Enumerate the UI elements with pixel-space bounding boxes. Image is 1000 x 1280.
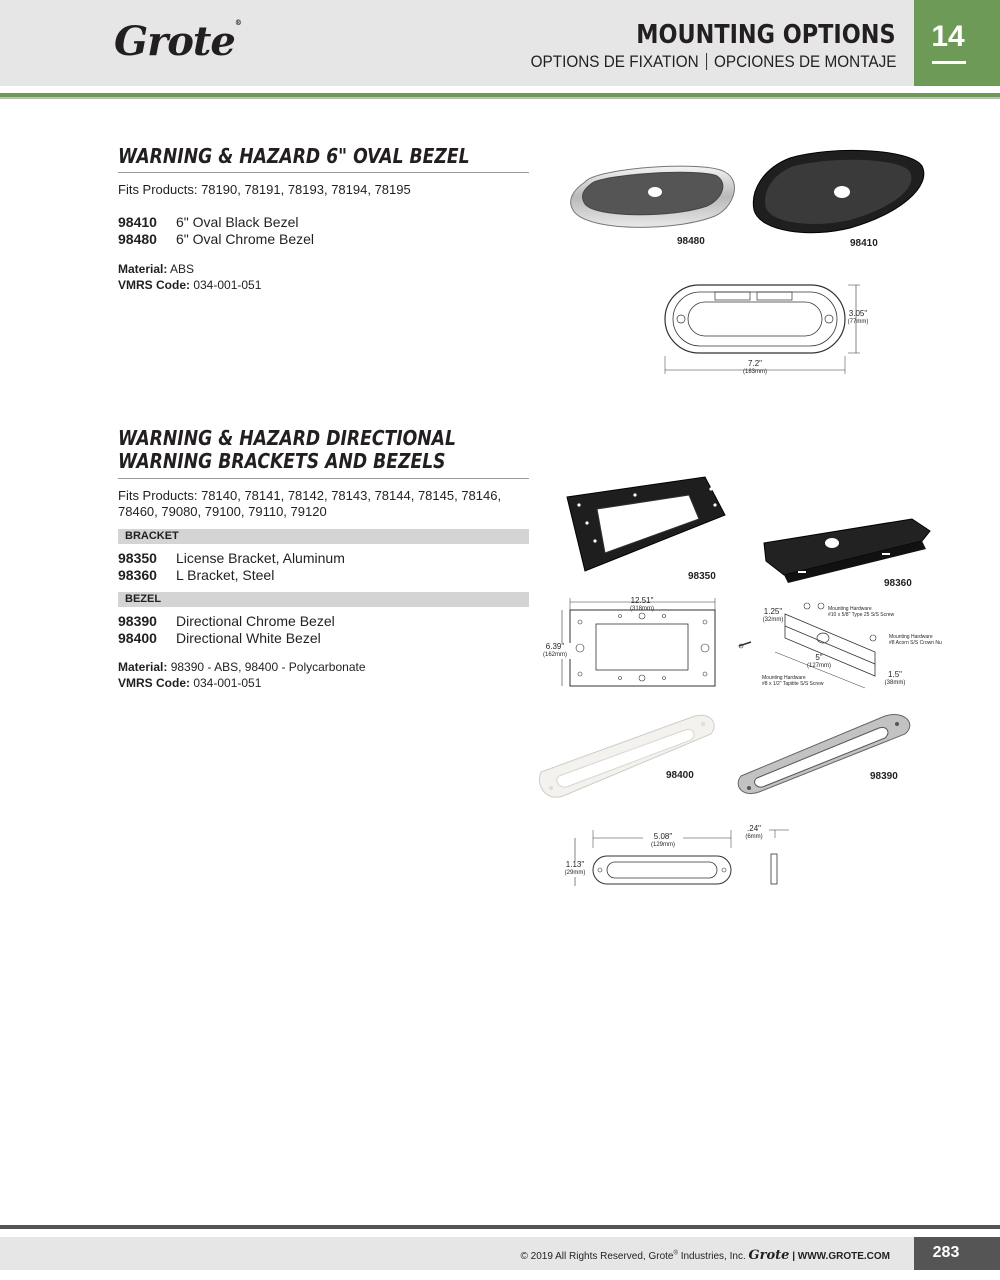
spec-block	[118, 659, 366, 691]
page-footer	[0, 1237, 1000, 1270]
material-line: Material: ABS	[118, 262, 195, 276]
material-line: Material: 98390 - ABS, 98400 - Polycarbonate	[118, 660, 366, 674]
footer-website[interactable]: | WWW.GROTE.COM	[792, 1251, 890, 1262]
section-title-oval-bezel: WARNING & HAZARD 6" OVAL BEZEL	[118, 144, 470, 168]
vmrs-line: VMRS Code: 034-001-051	[118, 676, 262, 690]
dim-oval-height: 3.05" (77mm)	[847, 309, 869, 325]
caption-98350: 98350	[688, 571, 716, 582]
part-row	[118, 613, 335, 630]
page-title: MOUNTING OPTIONS	[636, 20, 896, 50]
dim-bezel-width: 5.08" (129mm)	[643, 833, 683, 849]
caption-98480: 98480	[677, 236, 705, 247]
page-number-tab	[914, 1237, 1000, 1270]
white-directional-bezel-image	[535, 710, 720, 800]
part-number: 98390	[118, 613, 157, 629]
dim-lbracket-b: 5" (127mm)	[806, 653, 831, 669]
part-row	[118, 567, 345, 584]
l-bracket-image	[762, 515, 932, 585]
grote-logo: Grote®	[114, 18, 241, 65]
spec-block	[118, 261, 261, 293]
part-row	[118, 630, 335, 647]
part-description: Directional White Bezel	[176, 630, 321, 646]
subheading-bezel: BEZEL	[118, 592, 529, 607]
footer-logo: Grote	[748, 1248, 790, 1263]
dim-license-height: 6.39" (162mm)	[538, 643, 572, 659]
dim-bezel-depth: .24" (6mm)	[740, 825, 768, 841]
part-number: 98350	[118, 550, 157, 566]
caption-98390: 98390	[870, 771, 898, 782]
section-rule	[118, 172, 529, 173]
tab-underline	[932, 61, 966, 64]
section-title-directional: WARNING & HAZARD DIRECTIONAL WARNING BRACKETS AND BEZELS	[118, 426, 456, 473]
part-number: 98400	[118, 630, 157, 646]
footer-divider	[0, 1225, 1000, 1229]
dim-lbracket-c: 1.5" (38mm)	[884, 670, 906, 686]
part-description: L Bracket, Steel	[176, 567, 275, 583]
hardware-note-nut: Mounting Hardware #8 Acorn S/S Crown Nu	[889, 634, 942, 646]
footer-copyright: © 2019 All Rights Reserved, Grote® Industries, Inc. Grote | WWW.GROTE.COM	[520, 1248, 890, 1263]
chrome-oval-bezel-image	[565, 160, 745, 235]
section-rule	[118, 478, 529, 479]
bracket-part-list	[118, 550, 345, 584]
subtitle-spanish: OPCIONES DE MONTAJE	[713, 52, 896, 71]
bezel-part-list	[118, 613, 335, 647]
fits-products: Fits Products: 78190, 78191, 78193, 78194, 78195	[118, 182, 411, 197]
part-row	[118, 231, 314, 248]
part-description: Directional Chrome Bezel	[176, 613, 335, 629]
vmrs-line: VMRS Code: 034-001-051	[118, 278, 262, 292]
fits-products: Fits Products: 78140, 78141, 78142, 78143, 78144, 78145, 78146, 78460, 79080, 79100, 79110, 79120	[118, 488, 502, 519]
hardware-note-screw: Mounting Hardware #10 x 5/8" Type 25 S/S Screw	[828, 606, 895, 618]
part-number: 98360	[118, 567, 157, 583]
header-divider-shadow	[0, 97, 1000, 99]
black-oval-bezel-image	[750, 148, 930, 238]
section-number: 14	[931, 20, 965, 53]
hardware-note-tapitite: Mounting Hardware #8 x 1/2" Tapitite S/S Screw	[762, 675, 824, 687]
subtitle-french: OPTIONS DE FIXATION	[530, 52, 699, 71]
subheading-bracket: BRACKET	[118, 529, 529, 544]
section-tab	[914, 0, 1000, 86]
part-description: 6" Oval Black Bezel	[176, 214, 299, 230]
dim-oval-width: 7.2" (183mm)	[742, 359, 767, 375]
part-number: 98410	[118, 214, 157, 230]
page-number: 283	[932, 1244, 960, 1261]
page-header	[0, 0, 1000, 86]
caption-98360: 98360	[884, 578, 912, 589]
caption-98400: 98400	[666, 770, 694, 781]
dim-bezel-height: 1.13" (29mm)	[560, 861, 590, 877]
part-row	[118, 214, 314, 231]
part-number: 98480	[118, 231, 157, 247]
caption-98410: 98410	[850, 238, 878, 249]
part-row	[118, 550, 345, 567]
part-description: 6" Oval Chrome Bezel	[176, 231, 315, 247]
license-bracket-image	[565, 475, 735, 575]
dim-lbracket-a: 1.25" (32mm)	[762, 607, 784, 623]
part-list	[118, 214, 314, 248]
page-subtitle	[530, 52, 896, 72]
part-description: License Bracket, Aluminum	[176, 550, 345, 566]
dim-license-width: 12.51" (318mm)	[629, 596, 654, 612]
chrome-directional-bezel-image	[735, 710, 915, 795]
